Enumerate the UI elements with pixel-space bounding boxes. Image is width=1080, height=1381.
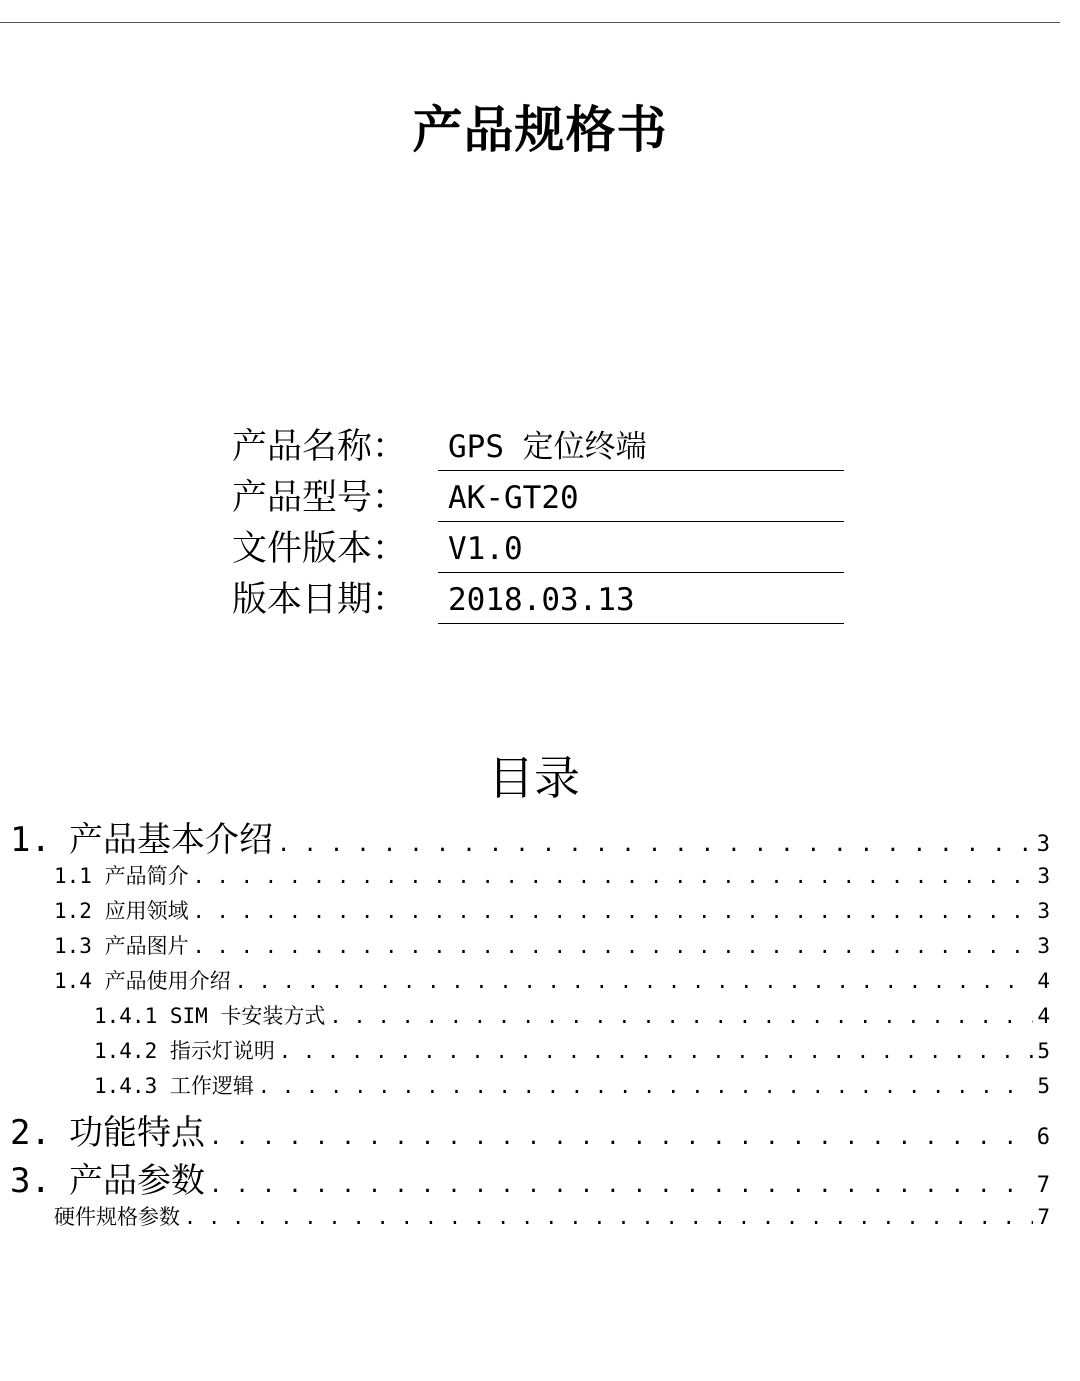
info-row-file-version bbox=[232, 522, 844, 573]
toc-entry-1-4-3[interactable] bbox=[10, 1070, 1050, 1105]
toc-entry-number: 2. bbox=[10, 1113, 51, 1153]
toc-entry-text: 1.1 产品简介 bbox=[54, 864, 189, 888]
toc-entry-page: 7 bbox=[1036, 1173, 1050, 1198]
info-row-version-date bbox=[232, 573, 844, 624]
toc-entry-text: 1.4 产品使用介绍 bbox=[54, 969, 231, 993]
info-label: 文件版本： bbox=[232, 529, 408, 569]
document-title: 产品规格书 bbox=[412, 101, 668, 159]
toc-dot-leader bbox=[193, 934, 1034, 958]
toc-dot-leader bbox=[193, 899, 1034, 923]
toc-entry-1-3[interactable] bbox=[10, 930, 1050, 965]
toc-dot-leader bbox=[329, 1004, 1033, 1028]
toc-entry-text: 硬件规格参数 bbox=[54, 1205, 180, 1229]
toc-entry-text: 1.4.2 指示灯说明 bbox=[94, 1039, 275, 1063]
product-info-table bbox=[232, 420, 844, 624]
toc-entry-number: 3. bbox=[10, 1161, 51, 1201]
toc-entry-page: 7 bbox=[1037, 1205, 1050, 1229]
info-value: GPS 定位终端 bbox=[438, 424, 844, 471]
toc-dot-leader bbox=[193, 864, 1034, 888]
info-label: 产品名称： bbox=[232, 427, 408, 467]
toc-entry-page: 6 bbox=[1036, 1125, 1050, 1150]
toc-entry-1-4[interactable] bbox=[10, 965, 1050, 1000]
top-rule bbox=[0, 22, 1060, 23]
toc-entry-page: 4 bbox=[1037, 969, 1050, 993]
toc-dot-leader bbox=[279, 1039, 1033, 1063]
info-label: 版本日期： bbox=[232, 580, 408, 620]
toc-entry-number: 1. bbox=[10, 820, 51, 860]
toc-dot-leader bbox=[209, 1125, 1033, 1150]
toc-entry-text: 1.4.3 工作逻辑 bbox=[94, 1074, 254, 1098]
toc-entry-hardware-specs[interactable] bbox=[10, 1201, 1050, 1236]
toc-entry-2[interactable] bbox=[10, 1105, 1050, 1153]
toc-entry-1-2[interactable] bbox=[10, 895, 1050, 930]
toc-entry-1-4-2[interactable] bbox=[10, 1035, 1050, 1070]
info-row-product-model bbox=[232, 471, 844, 522]
toc-entry-3[interactable] bbox=[10, 1153, 1050, 1201]
toc-entry-text: 1.4.1 SIM 卡安装方式 bbox=[94, 1004, 326, 1028]
info-value: 2018.03.13 bbox=[438, 577, 844, 624]
toc-entry-1-1[interactable] bbox=[10, 860, 1050, 895]
toc-dot-leader bbox=[184, 1205, 1033, 1229]
info-value: AK-GT20 bbox=[438, 475, 844, 522]
toc-dot-leader bbox=[209, 1173, 1033, 1198]
info-row-product-name bbox=[232, 420, 844, 471]
toc-entry-text: 1.3 产品图片 bbox=[54, 934, 189, 958]
toc-entry-text: 产品参数 bbox=[68, 1161, 205, 1201]
toc-entry-text: 产品基本介绍 bbox=[68, 820, 273, 860]
toc-entry-page: 4 bbox=[1037, 1004, 1050, 1028]
toc-entry-page: 3 bbox=[1036, 832, 1050, 857]
info-label: 产品型号： bbox=[232, 478, 408, 518]
toc-dot-leader bbox=[258, 1074, 1033, 1098]
toc-dot-leader bbox=[235, 969, 1034, 993]
toc-entry-1-4-1[interactable] bbox=[10, 1000, 1050, 1035]
toc-entry-text: 1.2 应用领域 bbox=[54, 899, 189, 923]
toc-entry-text: 功能特点 bbox=[68, 1113, 205, 1153]
toc-title: 目录 bbox=[488, 751, 580, 805]
toc-dot-leader bbox=[277, 832, 1033, 857]
toc-entry-page: 3 bbox=[1037, 934, 1050, 958]
toc-entry-page: 5 bbox=[1037, 1039, 1050, 1063]
toc-entry-1[interactable] bbox=[10, 812, 1050, 860]
toc-entry-page: 3 bbox=[1037, 899, 1050, 923]
table-of-contents bbox=[10, 812, 1050, 1236]
info-value: V1.0 bbox=[438, 526, 844, 573]
toc-entry-page: 3 bbox=[1037, 864, 1050, 888]
toc-entry-page: 5 bbox=[1037, 1074, 1050, 1098]
